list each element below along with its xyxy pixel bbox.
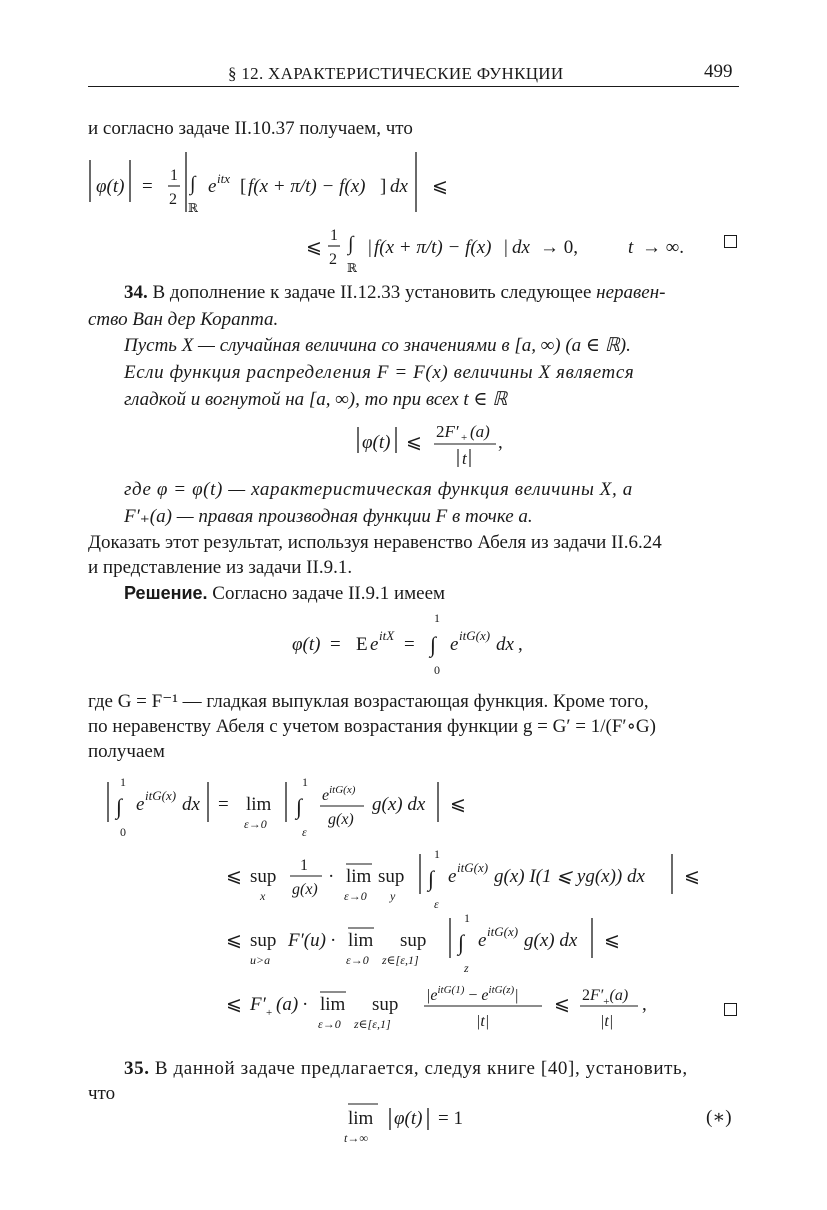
svg-text:f(x + π/t) − f(x): f(x + π/t) − f(x) [374, 237, 492, 258]
svg-text:e: e [370, 634, 379, 655]
equation-phi-bound [80, 150, 750, 280]
svg-text:1: 1 [434, 847, 440, 861]
statement-line1: Пусть X — случайная величина со значениями в [a, ∞) (a ∈ ℝ). [124, 335, 631, 356]
svg-text:u>a: u>a [250, 953, 271, 967]
svg-text:f(x + π/t) − f(x): f(x + π/t) − f(x) [248, 176, 366, 197]
svg-text:dx: dx [496, 634, 514, 655]
problem-34-line2: ство Ван дер Корапта. [88, 309, 279, 330]
svg-text:1: 1 [330, 227, 338, 244]
svg-text:|eitG(1) − eitG(z)|: $|e^{itG(1)} - e^{itG(z)}|$ [426, 984, 519, 1004]
svg-text:·: · [330, 930, 337, 951]
intro-line: и согласно задаче II.10.37 получаем, что [88, 118, 413, 139]
statement-line3: гладкой и вогнутой на [a, ∞), то при всех t ∈ ℝ [124, 389, 508, 410]
where-line1: где φ = φ(t) — характеристическая функция величины X, а [124, 479, 633, 500]
svg-text:,: , [518, 634, 523, 655]
svg-text:ε→0: ε→0 [344, 889, 367, 903]
svg-text:z∈[ε,1]: z∈[ε,1] [382, 953, 419, 967]
svg-text:2: 2 [169, 191, 177, 208]
svg-text:·: · [328, 866, 335, 887]
svg-text:lim: lim [348, 1108, 374, 1129]
solution-label: Решение. [124, 583, 208, 603]
svg-text:ε→0: ε→0 [244, 817, 267, 831]
svg-text:∫: ∫ [458, 930, 465, 955]
svg-text:ε: ε [434, 897, 439, 911]
svg-text:1: 1 [302, 775, 308, 789]
svg-text:,: , [498, 432, 503, 453]
svg-text:ε→0: ε→0 [346, 953, 369, 967]
svg-text:sup: sup [250, 866, 277, 887]
svg-text:⩽: ⩽ [406, 432, 422, 453]
svg-text:lim: lim [348, 930, 374, 951]
svg-text:g(x): g(x) [292, 881, 318, 898]
page-number: 499 [704, 61, 733, 82]
svg-text:= 1: = 1 [438, 1108, 463, 1129]
after-line3: получаем [88, 741, 165, 762]
svg-text:itG(x): itG(x) [457, 860, 489, 875]
svg-text:g(x) I(1 ⩽ yg(x)) dx: g(x) I(1 ⩽ yg(x)) dx [494, 866, 645, 887]
equation-abel-derivation [90, 770, 750, 1050]
prove-line2: и представление из задачи II.9.1. [88, 557, 353, 578]
svg-text:|: | [368, 237, 372, 258]
svg-text:z∈[ε,1]: z∈[ε,1] [354, 1017, 391, 1031]
svg-text:⩽: ⩽ [604, 930, 620, 951]
svg-text:|t|: |t| [476, 1013, 490, 1030]
svg-text:t→∞: t→∞ [344, 1131, 368, 1145]
svg-text:(a): (a) [470, 422, 490, 441]
equation-tag: (∗) [706, 1107, 732, 1128]
svg-text:→ 0,: → 0, [540, 237, 578, 258]
svg-text:⩽: ⩽ [226, 994, 242, 1015]
svg-text:2: 2 [329, 251, 337, 268]
equation-van-der-corput [350, 415, 520, 473]
svg-text:itG(x): itG(x) [487, 924, 519, 939]
svg-text:ℝ: ℝ [347, 261, 357, 275]
svg-text:∫: ∫ [428, 866, 435, 891]
svg-text:lim: lim [346, 866, 372, 887]
svg-text:dx: dx [512, 237, 530, 258]
svg-text:e: e [478, 930, 487, 951]
svg-text:itG(x): itG(x) [145, 788, 177, 803]
svg-text:=: = [218, 794, 229, 815]
svg-text:0: 0 [434, 663, 440, 677]
problem-35-text: В данной задаче предлагается, следуя книге [40], установить, [154, 1058, 688, 1079]
svg-text:t: t [628, 237, 634, 258]
svg-text:∫: ∫ [348, 233, 354, 255]
svg-text:e: e [450, 634, 459, 655]
svg-text:=: = [142, 176, 153, 197]
svg-text:1: 1 [170, 167, 178, 184]
svg-text:2F′+(a): $2F'_+(a)$ [582, 987, 629, 1008]
svg-text:⩽: ⩽ [432, 176, 448, 197]
svg-text:,: , [642, 994, 647, 1015]
after-line2: по неравенству Абеля с учетом возрастания функции g = G′ = 1/(F′∘G) [88, 716, 656, 737]
running-title: § 12. ХАРАКТЕРИСТИЧЕСКИЕ ФУНКЦИИ [228, 64, 564, 83]
svg-text:·: · [302, 994, 309, 1015]
equation-phi-representation [290, 606, 550, 682]
svg-text:e: e [448, 866, 457, 887]
svg-text:y: y [390, 889, 396, 903]
after-line1: где G = F⁻¹ — гладкая выпуклая возрастающая функция. Кроме того, [88, 691, 649, 712]
svg-text:⩽: ⩽ [226, 866, 242, 887]
svg-text:ℝ: ℝ [188, 201, 198, 215]
svg-text:x: x [260, 889, 266, 903]
svg-text:itx: itx [217, 171, 230, 186]
svg-text:φ(t): φ(t) [96, 176, 125, 197]
problem-35-line2: что [88, 1083, 116, 1104]
header-rule [88, 86, 739, 87]
svg-text:1: 1 [464, 911, 470, 925]
statement-line2: Если функция распределения F = F(x) величины X является [124, 362, 635, 383]
svg-text:∫: ∫ [190, 173, 196, 195]
svg-text:t: t [462, 449, 467, 468]
solution-text: Согласно задаче II.9.1 имеем [212, 583, 446, 604]
svg-text:ε: ε [302, 825, 307, 839]
svg-text:[: [ [240, 176, 247, 197]
svg-text:F′: F′ [250, 994, 266, 1015]
svg-text:g(x): g(x) [328, 811, 354, 828]
svg-text:g(x) dx: g(x) dx [372, 794, 426, 815]
svg-text:lim: lim [246, 794, 272, 815]
svg-text:0: 0 [120, 825, 126, 839]
svg-text:φ(t): φ(t) [292, 634, 321, 655]
svg-text:g(x) dx: g(x) dx [524, 930, 578, 951]
svg-text:⩽: ⩽ [306, 237, 322, 258]
problem-35-line1 [124, 1057, 688, 1081]
qed-square-2 [724, 1003, 737, 1016]
svg-text:sup: sup [250, 930, 277, 951]
svg-text:E: E [356, 634, 368, 655]
qed-square-1 [724, 235, 737, 248]
svg-text:2F′: 2F′ [436, 422, 459, 441]
svg-text:sup: sup [372, 994, 399, 1015]
svg-text:lim: lim [320, 994, 346, 1015]
svg-text:∫: ∫ [116, 794, 123, 819]
svg-text:∫: ∫ [430, 632, 437, 657]
svg-text:∫: ∫ [296, 794, 303, 819]
problem-34-intro: В дополнение к задаче II.12.33 установить следующее [152, 282, 592, 303]
svg-text:1: 1 [434, 611, 440, 625]
svg-text:φ(t): φ(t) [362, 432, 391, 453]
svg-text:z: z [464, 961, 469, 975]
where-line2: F′₊(a) — правая производная функции F в точке a. [124, 506, 533, 527]
svg-text:φ(t): φ(t) [394, 1108, 423, 1129]
svg-text:eitG(x): $e^{itG(x)}$ [322, 784, 356, 804]
svg-text:dx: dx [390, 176, 408, 197]
problem-34-line1 [124, 281, 665, 305]
svg-text:e: e [136, 794, 145, 815]
svg-text:+: + [266, 1007, 273, 1019]
svg-text:ε→0: ε→0 [318, 1017, 341, 1031]
equation-limsup-phi [340, 1098, 500, 1146]
svg-text:|t|: |t| [600, 1013, 614, 1030]
svg-text:dx: dx [182, 794, 200, 815]
svg-text:|: | [504, 237, 508, 258]
svg-text:⩽: ⩽ [684, 866, 700, 887]
svg-text:(a): (a) [276, 994, 299, 1015]
solution-line [124, 581, 445, 606]
problem-34-term: неравен- [596, 282, 666, 303]
svg-text:⩽: ⩽ [554, 994, 570, 1015]
svg-text:]: ] [380, 176, 387, 197]
svg-text:1: 1 [300, 857, 308, 874]
svg-text:itG(x): itG(x) [459, 628, 491, 643]
svg-text:=: = [404, 634, 415, 655]
svg-text:→ ∞.: → ∞. [642, 237, 685, 258]
svg-text:itX: itX [379, 628, 395, 643]
svg-text:1: 1 [120, 775, 126, 789]
problem-35-number: 35. [124, 1058, 150, 1079]
svg-text:+: + [461, 432, 468, 444]
svg-text:⩽: ⩽ [450, 794, 466, 815]
problem-34-number: 34. [124, 282, 148, 303]
svg-text:=: = [330, 634, 341, 655]
svg-text:sup: sup [378, 866, 405, 887]
svg-text:⩽: ⩽ [226, 930, 242, 951]
svg-text:e: e [208, 176, 217, 197]
svg-text:F′(u): F′(u) [288, 930, 326, 951]
svg-text:sup: sup [400, 930, 427, 951]
prove-line1: Доказать этот результат, используя неравенство Абеля из задачи II.6.24 [88, 532, 662, 553]
